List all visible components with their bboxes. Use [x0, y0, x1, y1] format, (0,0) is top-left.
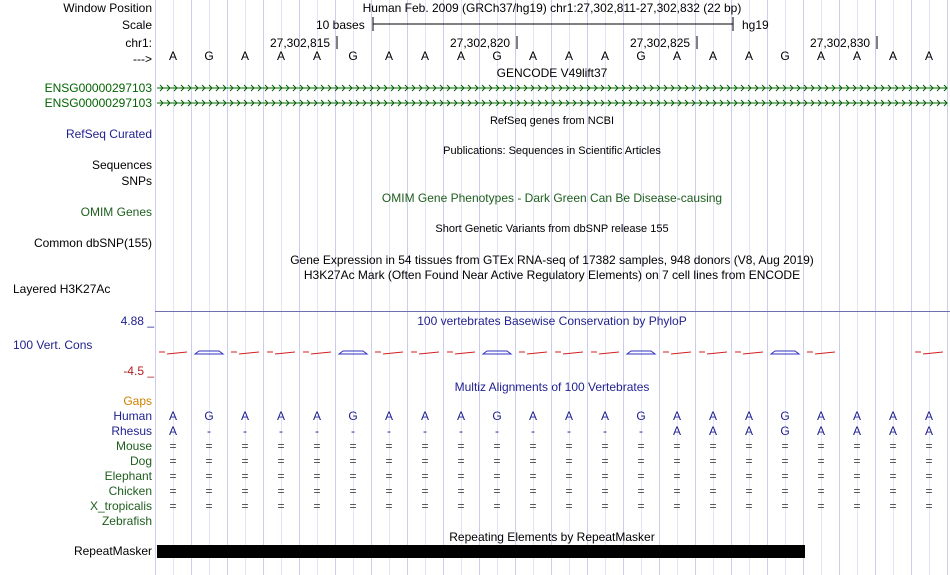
alignment-base: - [567, 424, 571, 438]
alignment-base: = [565, 454, 573, 468]
alignment-base: = [781, 439, 789, 453]
reference-base: A [600, 49, 609, 63]
alignment-base: = [493, 469, 501, 483]
alignment-base: = [817, 454, 825, 468]
alignment-base: = [817, 484, 825, 498]
alignment-base: - [495, 424, 499, 438]
species-label-dog[interactable]: Dog [129, 454, 152, 468]
coord-tick-3: 27,302,825 [630, 36, 691, 50]
species-label-zebrafish[interactable]: Zebrafish [101, 514, 152, 528]
cons-max-label: 4.88 _ [120, 314, 154, 328]
refseq-title: RefSeq genes from NCBI [489, 115, 615, 127]
alignment-base: = [817, 469, 825, 483]
alignment-base: A [276, 409, 285, 423]
alignment-base: = [205, 469, 213, 483]
refseq-label[interactable]: RefSeq Curated [65, 127, 152, 141]
alignment-base: = [205, 454, 213, 468]
alignment-base: = [889, 484, 897, 498]
alignment-base: = [493, 499, 501, 513]
alignment-base: = [529, 439, 537, 453]
sequences-label[interactable]: Sequences [91, 158, 152, 172]
alignment-base: = [277, 484, 285, 498]
alignment-base: G [780, 409, 790, 423]
alignment-base: = [169, 454, 177, 468]
alignment-base: A [564, 409, 573, 423]
reference-base: A [420, 49, 429, 63]
alignment-base: = [709, 499, 717, 513]
reference-base: A [528, 49, 537, 63]
reference-base: G [348, 49, 358, 63]
alignment-base: G [204, 409, 214, 423]
alignment-base: = [853, 469, 861, 483]
coord-tick-2: 27,302,820 [450, 36, 511, 50]
reference-base: A [852, 49, 861, 63]
alignment-base: A [168, 424, 177, 438]
alignment-base: = [925, 484, 933, 498]
alignment-base: = [673, 499, 681, 513]
alignment-base: - [531, 424, 535, 438]
alignment-base: A [888, 409, 897, 423]
alignment-base: = [601, 484, 609, 498]
alignment-base: = [421, 439, 429, 453]
alignment-base: = [709, 454, 717, 468]
alignment-base: = [781, 499, 789, 513]
alignment-base: = [241, 499, 249, 513]
alignment-base: = [205, 484, 213, 498]
alignment-base: = [637, 454, 645, 468]
alignment-base: = [673, 439, 681, 453]
window-position-label: Window Position [63, 1, 152, 15]
alignment-base: - [279, 424, 283, 438]
alignment-base: G [780, 424, 790, 438]
alignment-base: - [207, 424, 211, 438]
reference-base: A [240, 49, 249, 63]
alignment-base: A [600, 409, 609, 423]
alignment-base: - [351, 424, 355, 438]
alignment-base: A [384, 409, 393, 423]
alignment-base: = [601, 499, 609, 513]
alignment-base: = [637, 439, 645, 453]
alignment-base: = [925, 439, 933, 453]
alignment-base: = [529, 454, 537, 468]
reference-base: A [924, 49, 933, 63]
alignment-base: = [565, 484, 573, 498]
alignment-base: = [205, 439, 213, 453]
gene-label-1[interactable]: ENSG00000297103 [44, 81, 152, 95]
alignment-base: A [816, 409, 825, 423]
alignment-base: A [924, 409, 933, 423]
alignment-base: = [925, 499, 933, 513]
scale-db-text: hg19 [742, 18, 769, 32]
alignment-base: = [385, 439, 393, 453]
reference-base: A [456, 49, 465, 63]
reference-base: G [204, 49, 214, 63]
alignment-base: A [672, 424, 681, 438]
alignment-base: = [277, 439, 285, 453]
reference-base: G [492, 49, 502, 63]
alignment-base: = [925, 454, 933, 468]
snps-label[interactable]: SNPs [121, 174, 152, 188]
alignment-base: = [709, 469, 717, 483]
alignment-base: = [709, 439, 717, 453]
cons-title: 100 vertebrates Basewise Conservation by PhyloP [417, 314, 687, 328]
alignment-base: A [708, 409, 717, 423]
alignment-base: = [529, 484, 537, 498]
alignment-base: A [924, 424, 933, 438]
reference-base: A [168, 49, 177, 63]
alignment-base: G [636, 409, 646, 423]
alignment-base: = [241, 469, 249, 483]
alignment-base: = [277, 469, 285, 483]
position-text: Human Feb. 2009 (GRCh37/hg19) chr1:27,302,811-27,302,832 (22 bp) [362, 1, 742, 15]
alignment-base: = [529, 499, 537, 513]
alignment-base: = [853, 484, 861, 498]
alignment-base: A [816, 424, 825, 438]
alignment-base: A [888, 424, 897, 438]
coord-tick-1: 27,302,815 [270, 36, 331, 50]
alignment-base: = [493, 484, 501, 498]
alignment-base: = [457, 499, 465, 513]
alignment-base: - [387, 424, 391, 438]
h3k27ac-title: H3K27Ac Mark (Often Found Near Active Regulatory Elements) on 7 cell lines from ENCODE [303, 268, 801, 282]
alignment-base: A [744, 409, 753, 423]
reference-base: G [636, 49, 646, 63]
alignment-base: = [817, 439, 825, 453]
h3k27ac-label[interactable]: Layered H3K27Ac [13, 282, 111, 296]
alignment-base: = [421, 454, 429, 468]
scale-bases-text: 10 bases [316, 18, 365, 32]
alignment-base: = [385, 499, 393, 513]
scale-label: Scale [121, 18, 152, 32]
repeat-label[interactable]: RepeatMasker [73, 544, 152, 558]
alignment-base: = [493, 454, 501, 468]
alignment-base: = [385, 454, 393, 468]
alignment-base: = [745, 499, 753, 513]
alignment-base: A [420, 409, 429, 423]
gaps-label[interactable]: Gaps [123, 394, 152, 408]
alignment-base: = [493, 439, 501, 453]
alignment-base: - [423, 424, 427, 438]
alignment-base: = [745, 454, 753, 468]
alignment-base: = [745, 484, 753, 498]
alignment-base: = [745, 469, 753, 483]
multiz-title: Multiz Alignments of 100 Vertebrates [454, 380, 650, 394]
alignment-base: - [243, 424, 247, 438]
alignment-base: = [457, 439, 465, 453]
alignment-base: A [744, 424, 753, 438]
alignment-base: = [745, 439, 753, 453]
reference-base: A [276, 49, 285, 63]
repeat-element-bar[interactable] [157, 545, 805, 558]
alignment-base: A [852, 424, 861, 438]
alignment-base: = [601, 469, 609, 483]
alignment-base: = [349, 454, 357, 468]
species-label-rhesus[interactable]: Rhesus [111, 424, 152, 438]
alignment-base: A [456, 409, 465, 423]
alignment-base: = [601, 439, 609, 453]
omim-title: OMIM Gene Phenotypes - Dark Green Can Be Disease-causing [381, 191, 723, 205]
alignment-base: = [565, 499, 573, 513]
alignment-base: A [240, 409, 249, 423]
alignment-base: A [852, 409, 861, 423]
reference-base: A [312, 49, 321, 63]
dbsnp-label[interactable]: Common dbSNP(155) [33, 236, 152, 250]
publications-title: Publications: Sequences in Scientific Articles [443, 145, 661, 157]
alignment-base: = [277, 499, 285, 513]
alignment-base: = [457, 484, 465, 498]
alignment-base: = [637, 469, 645, 483]
coord-tick-4: 27,302,830 [810, 36, 871, 50]
alignment-base: A [528, 409, 537, 423]
alignment-base: = [529, 469, 537, 483]
alignment-base: = [853, 499, 861, 513]
alignment-base: = [349, 469, 357, 483]
alignment-base: = [205, 499, 213, 513]
reference-base: G [780, 49, 790, 63]
alignment-base: = [889, 469, 897, 483]
reference-base: A [564, 49, 573, 63]
alignment-base: = [565, 439, 573, 453]
alignment-base: A [168, 409, 177, 423]
gtex-title: Gene Expression in 54 tissues from GTEx RNA-seq of 17382 samples, 948 donors (V8, Aug 2019) [290, 253, 814, 267]
reference-base: A [708, 49, 717, 63]
species-label-chicken[interactable]: Chicken [108, 484, 152, 498]
alignment-base: = [889, 499, 897, 513]
alignment-base: - [315, 424, 319, 438]
alignment-base: = [313, 439, 321, 453]
alignment-base: = [457, 469, 465, 483]
alignment-base: = [241, 484, 249, 498]
alignment-base: = [781, 469, 789, 483]
alignment-base: = [385, 484, 393, 498]
reference-base: A [744, 49, 753, 63]
species-label-human[interactable]: Human [113, 409, 152, 423]
alignment-base: = [349, 439, 357, 453]
alignment-base: = [169, 499, 177, 513]
alignment-base: = [349, 499, 357, 513]
repeat-title: Repeating Elements by RepeatMasker [449, 530, 655, 544]
alignment-base: = [421, 484, 429, 498]
alignment-base: = [853, 454, 861, 468]
alignment-base: = [817, 499, 825, 513]
alignment-base: = [349, 484, 357, 498]
cons-min-label: -4.5 _ [123, 364, 154, 378]
alignment-base: = [457, 454, 465, 468]
alignment-base: = [673, 454, 681, 468]
alignment-base: = [853, 439, 861, 453]
alignment-base: = [169, 439, 177, 453]
species-label-mouse[interactable]: Mouse [115, 439, 152, 453]
reference-base: A [888, 49, 897, 63]
alignment-base: = [709, 484, 717, 498]
species-label-x_tropicalis[interactable]: X_tropicalis [89, 499, 152, 513]
alignment-base: = [313, 454, 321, 468]
alignment-base: = [925, 469, 933, 483]
alignment-base: A [708, 424, 717, 438]
strand-arrow-label: ---> [133, 52, 152, 66]
gencode-title: GENCODE V49lift37 [496, 66, 608, 80]
alignment-base: G [348, 409, 358, 423]
alignment-base: = [169, 469, 177, 483]
alignment-base: A [672, 409, 681, 423]
alignment-base: = [673, 469, 681, 483]
omim-label[interactable]: OMIM Genes [80, 205, 152, 219]
reference-base: A [672, 49, 681, 63]
alignment-base: = [673, 484, 681, 498]
alignment-base: = [313, 469, 321, 483]
alignment-base: = [637, 484, 645, 498]
alignment-base: = [241, 454, 249, 468]
alignment-base: = [601, 454, 609, 468]
chrom-label: chr1: [125, 36, 152, 50]
alignment-base: - [639, 424, 643, 438]
alignment-base: = [421, 499, 429, 513]
reference-base: A [816, 49, 825, 63]
cons-label[interactable]: 100 Vert. Cons [13, 338, 93, 352]
alignment-base: = [313, 484, 321, 498]
alignment-base: = [889, 439, 897, 453]
alignment-base: = [385, 469, 393, 483]
reference-base: A [384, 49, 393, 63]
alignment-base: = [889, 454, 897, 468]
alignment-base: - [603, 424, 607, 438]
species-label-elephant[interactable]: Elephant [104, 469, 152, 483]
dbsnp-title: Short Genetic Variants from dbSNP release 155 [435, 223, 669, 235]
gene-label-2[interactable]: ENSG00000297103 [44, 96, 152, 110]
alignment-base: = [277, 454, 285, 468]
alignment-base: = [169, 484, 177, 498]
alignment-base: = [241, 439, 249, 453]
alignment-base: = [781, 454, 789, 468]
alignment-base: = [313, 499, 321, 513]
alignment-base: = [565, 469, 573, 483]
alignment-base: - [459, 424, 463, 438]
alignment-base: = [637, 499, 645, 513]
alignment-base: = [421, 469, 429, 483]
alignment-base: G [492, 409, 502, 423]
alignment-base: A [312, 409, 321, 423]
alignment-base: = [781, 484, 789, 498]
